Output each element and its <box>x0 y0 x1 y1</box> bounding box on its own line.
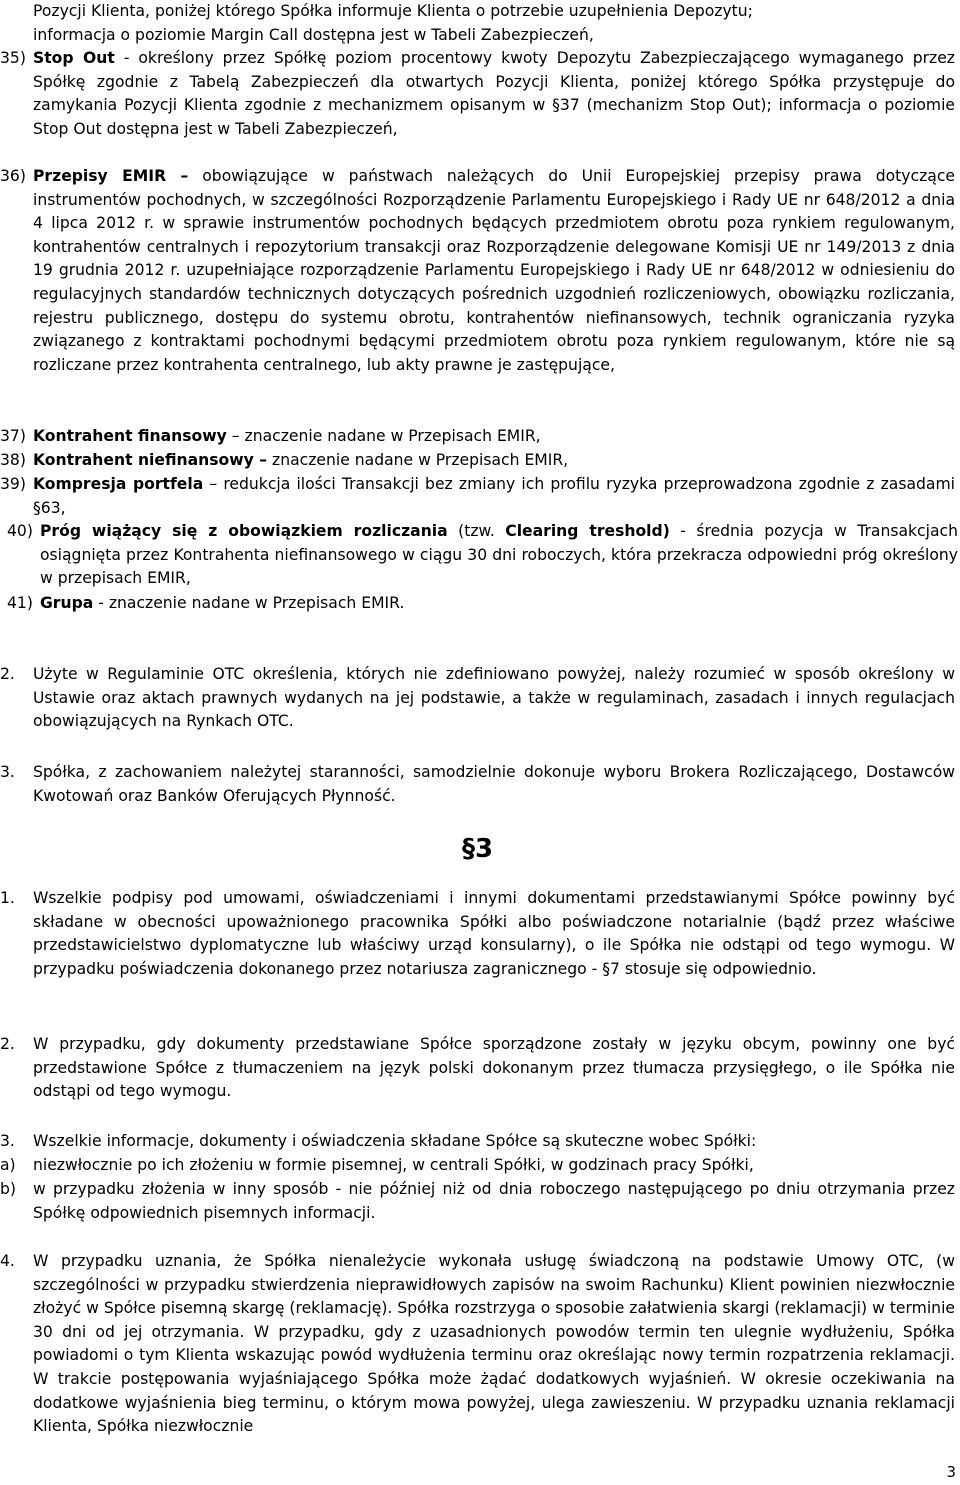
paragraph-text: Użyte w Regulaminie OTC określenia, których nie zdefiniowano powyżej, należy rozumieć w sposób określony w Ustawie oraz aktach prawnych wydanych na jej podstawie, a także w regulaminach, zasadach i innych regulacjach obowiązujących na Rynkach OTC. <box>33 665 955 731</box>
item-number: 4. <box>0 1252 15 1270</box>
intro-text <box>33 0 955 47</box>
definition-text-a: (tzw. <box>447 522 506 540</box>
definition-39 <box>0 473 960 520</box>
definition-number: 37) <box>0 427 26 445</box>
section3-item-1 <box>0 887 960 981</box>
definition-text: – znaczenie nadane w Przepisach EMIR, <box>226 427 541 445</box>
definition-text: znaczenie nadane w Przepisach EMIR, <box>267 451 569 469</box>
definition-number: 39) <box>0 475 26 493</box>
item-number: 2. <box>0 1035 15 1053</box>
definition-36 <box>0 165 960 377</box>
definition-term: Próg wiążący się z obowiązkiem rozliczania <box>40 522 448 540</box>
definition-37 <box>0 425 960 449</box>
item-letter: b) <box>0 1180 16 1198</box>
section3-item-3 <box>0 1130 960 1154</box>
paragraph-number: 2. <box>0 665 15 683</box>
definition-text: obowiązujące w państwach należących do Unii Europejskiej przepisy prawa dotyczące instrumentów pochodnych, w szczególności Rozporządzenie Parlamentu Europejskiego i Rady UE nr 648/2012 a dnia 4 lipca 2012 r. w sprawie instrumentów pochodnych będących przedmiotem obrotu poza rynkiem regulowanym, kontrahentów centralnych i repozytorium transakcji oraz Rozporządzenie delegowane Komisji UE nr 149/2013 z dnia 19 grudnia 2012 r. uzupełniające rozporządzenie Parlamentu Europejskiego i Rady UE nr 648/2012 w odniesieniu do regulacyjnych standardów technicznych dotyczących pośrednich uzgodnień rozliczeniowych, obowiązku rozliczania, rejestru publicznego, dostępu do systemu obrotu, kontrahentów niefinansowych, technik ograniczania ryzyka związanego z kontraktami pochodnymi będącymi przedmiotem obrotu poza rynkiem regulowanym, które nie są rozliczane przez kontrahenta centralnego, lub akty prawne je zastępujące, <box>33 167 955 374</box>
definition-text: - określony przez Spółkę poziom procentowy kwoty Depozytu Zabezpieczającego wymaganego przez Spółkę zgodnie z Tabelą Zabezpieczeń dla otwartych Pozycji Klienta, poniżej którego Spółka przystępuje do zamykania Pozycji Klienta zgodnie z mechanizmem opisanym w §37 (mechanizm Stop Out); informacja o poziomie Stop Out dostępna jest w Tabeli Zabezpieczeń, <box>33 49 955 138</box>
definition-text: – redukcja ilości Transakcji bez zmiany ich profilu ryzyka przeprowadzona zgodnie z zasadami §63, <box>33 475 955 517</box>
definition-term: Przepisy EMIR – <box>33 167 189 185</box>
definition-number: 40) <box>7 522 33 540</box>
definition-term-2: Clearing treshold) <box>505 522 670 540</box>
section-heading: §3 <box>462 834 494 864</box>
page-number: 3 <box>946 1463 956 1481</box>
definition-term: Stop Out <box>33 49 115 67</box>
definition-40 <box>0 520 960 591</box>
definition-text: - znaczenie nadane w Przepisach EMIR. <box>93 594 405 612</box>
definition-number: 35) <box>0 49 26 67</box>
paragraph-number: 3. <box>0 763 15 781</box>
definition-term: Grupa <box>40 594 94 612</box>
paragraph-text: Spółka, z zachowaniem należytej staranności, samodzielnie dokonuje wyboru Brokera Rozliczającego, Dostawców Kwotowań oraz Banków Oferujących Płynność. <box>33 763 955 805</box>
definition-38 <box>0 449 960 473</box>
definition-term: Kontrahent niefinansowy – <box>33 451 268 469</box>
item-text: W przypadku, gdy dokumenty przedstawiane Spółce sporządzone zostały w języku obcym, powinny one być przedstawione Spółce z tłumaczeniem na język polski dokonanym przez tłumacza przysięgłego, o ile Spółka nie odstąpi od tego wymogu. <box>33 1035 955 1101</box>
section3-item-2 <box>0 1033 960 1104</box>
item-text: Wszelkie informacje, dokumenty i oświadczenia składane Spółce są skuteczne wobec Spółki: <box>33 1132 757 1150</box>
paragraph-2 <box>0 663 960 734</box>
intro-line-2: informacja o poziomie Margin Call dostępna jest w Tabeli Zabezpieczeń, <box>33 25 594 44</box>
definition-35 <box>0 47 960 141</box>
item-text: w przypadku złożenia w inny sposób - nie później niż od dnia roboczego następującego po dniu otrzymania przez Spółkę odpowiednich pisemnych informacji. <box>33 1180 955 1222</box>
item-text: W przypadku uznania, że Spółka nienależycie wykonała usługę świadczoną na podstawie Umowy OTC, (w szczególności w przypadku stwierdzenia nieprawidłowych zapisów na swoim Rachunku) Klient powinien niezwłocznie złożyć w Spółce pisemną skargę (reklamację). Spółka rozstrzyga o sposobie załatwienia skargi (reklamacji) w terminie 30 dni od jej otrzymania. W przypadku, gdy z uzasadnionych powodów termin ten ulegnie wydłużeniu, Spółka powiadomi o tym Klienta wskazując powód wydłużenia terminu oraz określając nowy termin rozpatrzenia reklamacji. W trakcie postępowania wyjaśniającego Spółka może żądać dodatkowych wyjaśnień. W okresie oczekiwania na dodatkowe wyjaśnienia bieg terminu, o którym mowa powyżej, ulega zawieszeniu. W przypadku uznania reklamacji Klienta, Spółka niezwłocznie <box>33 1252 955 1436</box>
section3-item-4 <box>0 1250 960 1439</box>
definition-term: Kontrahent finansowy <box>33 427 227 445</box>
section3-item-a <box>0 1154 960 1178</box>
definition-number: 38) <box>0 451 26 469</box>
item-text: niezwłocznie po ich złożeniu w formie pisemnej, w centrali Spółki, w godzinach pracy Spółki, <box>33 1156 754 1174</box>
definition-number: 41) <box>7 594 33 612</box>
item-number: 1. <box>0 889 15 907</box>
item-letter: a) <box>0 1156 16 1174</box>
section3-item-b <box>0 1178 960 1225</box>
definition-term: Kompresja portfela <box>33 475 204 493</box>
item-number: 3. <box>0 1132 15 1150</box>
definition-number: 36) <box>0 167 26 185</box>
paragraph-3 <box>0 761 960 808</box>
item-text: Wszelkie podpisy pod umowami, oświadczeniami i innymi dokumentami przedstawianymi Spółce powinny być składane w obecności upoważnionego pracownika Spółki albo poświadczone notarialnie (bądź przez właściwe przedstawicielstwo dyplomatyczne lub właściwy urząd konsularny), o ile Spółka nie odstąpi od tego wymogu. W przypadku poświadczenia dokonanego przez notariusza zagranicznego - §7 stosuje się odpowiednio. <box>33 889 955 978</box>
definition-41 <box>0 592 960 616</box>
definition-text: - średnia pozycja w Transakcjach osiągnięta przez Kontrahenta niefinansowego w ciągu 30 dni roboczych, która przekracza odpowiedni próg określony w przepisach EMIR, <box>40 522 958 588</box>
intro-line-1: Pozycji Klienta, poniżej którego Spółka informuje Klienta o potrzebie uzupełnienia Depozytu; <box>33 2 753 20</box>
